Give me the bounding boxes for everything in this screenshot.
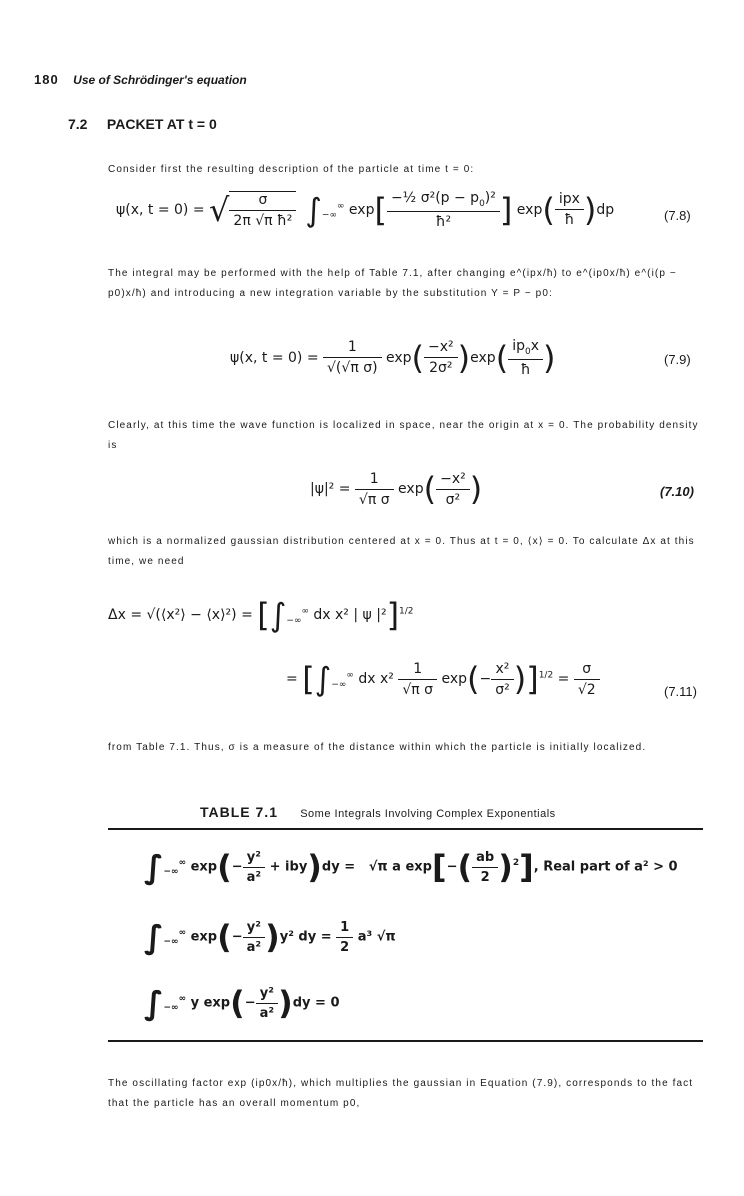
paragraph-6: The oscillating factor exp (ip0x/ħ), which multiplies the gaussian in Equation (7.9), corresponds to the fact that the particle has an overall momentum p0, <box>108 1078 694 1109</box>
paragraph-1: Consider first the resulting description of the particle at time t = 0: <box>108 164 475 175</box>
equation-number-7-9: (7.9) <box>664 352 691 367</box>
equation-7-9: ψ(x, t = 0) = $\frac{1}{\text{√(√π σ)}}$ exp( $\frac{\text{−x²}}{\text{2σ²}}$ )exp( $\frac{ip_0x}{ħ}$ ) <box>230 338 556 378</box>
table-integral-3: $\int_{-\infty}^\infty$ y exp(− $\frac{\text{y²}}{\text{a²}}$ )dy = 0 <box>144 984 340 1022</box>
eq-lhs: ψ(x, t = 0) = <box>116 201 205 218</box>
table-label: TABLE 7.1 <box>200 804 278 820</box>
paragraph-4: which is a normalized gaussian distribution centered at x = 0. Thus at t = 0, ⟨x⟩ = 0. To calculate Δx at this time, we need <box>108 536 695 567</box>
table-bottom-rule <box>108 1040 703 1042</box>
table-integral-2: $\int_{-\infty}^\infty$ exp(− $\frac{\text{y²}}{\text{a²}}$ )y² dy = $\frac{1}{2}$ a³ √π <box>144 918 396 956</box>
table-top-rule <box>108 828 703 830</box>
section-heading <box>68 116 217 132</box>
paragraph-2: The integral may be performed with the help of Table 7.1, after changing e^(ipx/ħ) to e^(ip0x/ħ) e^(i(p − p0)x/ħ) and introducing a new integration variable by the substitution Y = P − p0: <box>108 268 677 299</box>
table-title: Some Integrals Involving Complex Exponentials <box>300 808 556 820</box>
running-title: Use of Schrödinger's equation <box>73 73 247 87</box>
equation-7-8: ψ(x, t = 0) = √ $\frac{\sigma}{\text{2π √π ħ²}}$ $\int_{-\infty}^\infty$ exp[ $\frac{-\frac{1}{2} \sigma^2(p - p_0)^2}{\text{ħ²}}$ ] exp( $\frac{\text{ipx}}{ħ}$ )dp <box>116 190 615 230</box>
equation-7-10: |ψ|² = $\frac{1}{\text{√π σ}}$ exp( $\frac{\text{−x²}}{\text{σ²}}$ ) <box>310 470 483 508</box>
equation-7-11-line-2: = [$\int_{-\infty}^\infty$ dx x² $\frac{1}{\text{√π σ}}$ exp(− $\frac{\text{x²}}{\text{σ²}}$ )]$^{1/2}$ = $\frac{\sigma}{√2}$ <box>286 660 600 698</box>
table-condition: Real part of a² > 0 <box>543 859 678 875</box>
paragraph-3: Clearly, at this time the wave function is localized in space, near the origin at x = 0. The probability density is <box>108 420 699 451</box>
equation-number-7-8: (7.8) <box>664 208 691 223</box>
running-header <box>34 72 247 87</box>
eq-lhs: ψ(x, t = 0) = <box>230 349 319 366</box>
equation-number-7-11: (7.11) <box>664 684 697 699</box>
section-title: PACKET AT t = 0 <box>106 116 217 132</box>
table-integral-1: $\int_{-\infty}^\infty$ exp(− $\frac{\text{y²}}{\text{a²}}$ + iby)dy = √π a exp[−( $\frac{ab}{2}$ )$^2$], Real part of a² > 0 <box>144 848 678 886</box>
eq-lhs: Δx = <box>108 607 143 623</box>
equation-7-11-line-1: Δx = √(⟨x²⟩ − ⟨x⟩²) = [$\int_{-\infty}^\infty$ dx x² | ψ |²]$^{1/2}$ <box>108 596 414 634</box>
eq-lhs: |ψ|² = <box>310 481 351 497</box>
equation-number-7-10: (7.10) <box>660 484 694 499</box>
section-number: 7.2 <box>68 116 88 132</box>
table-caption <box>200 804 556 822</box>
page-number: 180 <box>34 72 59 87</box>
paragraph-5: from Table 7.1. Thus, σ is a measure of the distance within which the particle is initially localized. <box>108 742 647 753</box>
